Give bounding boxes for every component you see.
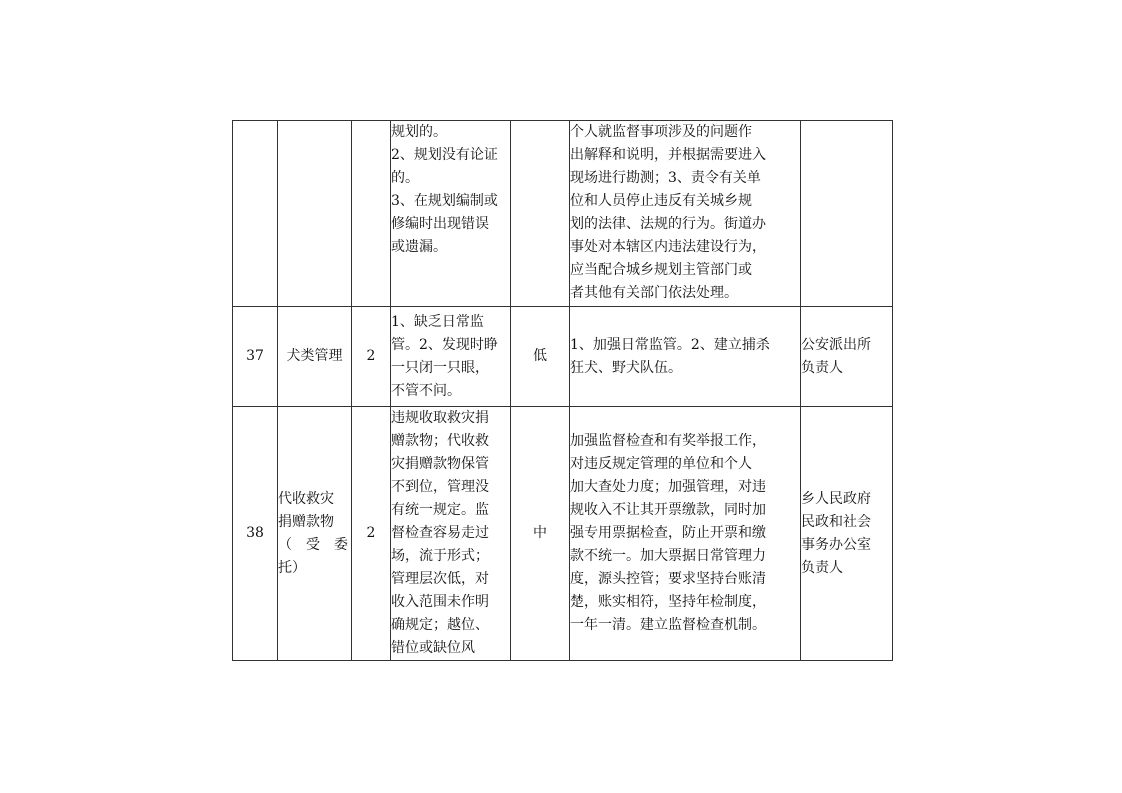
measures-line: 加大查处力度；加强管理，对违 bbox=[570, 479, 766, 495]
level-value: 2 bbox=[366, 525, 376, 541]
item-line: 托） bbox=[278, 559, 306, 576]
risk-line: 错位或缺位风 bbox=[391, 640, 475, 656]
responsible-line: 负责人 bbox=[801, 559, 843, 576]
measures-line: 个人就监督事项涉及的问题作 bbox=[570, 124, 752, 140]
responsible-line: 负责人 bbox=[801, 359, 843, 376]
measures-line: 事处对本辖区内违法建设行为， bbox=[570, 239, 766, 255]
risk-line: 3、在规划编制或 bbox=[391, 193, 498, 209]
item-cell bbox=[278, 121, 352, 307]
item-name bbox=[278, 488, 351, 580]
responsible-cell bbox=[801, 307, 893, 407]
row-number-cell bbox=[233, 407, 278, 661]
responsible-cell bbox=[801, 121, 893, 307]
risk-text bbox=[391, 311, 510, 403]
level-value: 2 bbox=[366, 348, 376, 364]
risk-text bbox=[391, 121, 510, 259]
measures-line: 款不统一。加大票据日常管理力 bbox=[570, 548, 766, 564]
risk-line: 修编时出现错误 bbox=[391, 216, 489, 232]
row-number: 38 bbox=[246, 525, 264, 541]
row-number: 37 bbox=[246, 348, 264, 364]
measures-line: 现场进行勘测；3、责令有关单 bbox=[570, 170, 761, 186]
responsible-line: 事务办公室 bbox=[801, 536, 871, 553]
table-row bbox=[233, 307, 893, 407]
measures-line: 加强监督检查和有奖举报工作， bbox=[570, 433, 766, 449]
table-row bbox=[233, 407, 893, 661]
measures-line: 位和人员停止违反有关城乡规 bbox=[570, 193, 752, 209]
grade-cell bbox=[511, 307, 570, 407]
risk-line: 规划的。 bbox=[391, 124, 447, 140]
grade-value: 低 bbox=[533, 348, 547, 364]
responsible-cell bbox=[801, 407, 893, 661]
grade-value: 中 bbox=[533, 525, 547, 541]
item-cell bbox=[278, 407, 352, 661]
risk-line: 场，流于形式； bbox=[391, 548, 489, 564]
responsible-text bbox=[801, 334, 892, 380]
risk-cell bbox=[391, 121, 511, 307]
risk-line: 一只闭一只眼， bbox=[391, 359, 489, 376]
risk-line: 管。2、发现时睁 bbox=[391, 336, 498, 353]
supervision-risk-table bbox=[232, 120, 893, 661]
measures-text bbox=[570, 121, 800, 305]
measures-line: 对违反规定管理的单位和个人 bbox=[570, 456, 752, 472]
measures-line: 1、加强日常监管。2、建立捕杀 bbox=[570, 336, 770, 353]
measures-cell bbox=[570, 307, 801, 407]
risk-cell bbox=[391, 407, 511, 661]
risk-line: 的。 bbox=[391, 170, 419, 186]
item-line: 捐赠款物 bbox=[278, 513, 334, 530]
row-number-cell bbox=[233, 307, 278, 407]
measures-line: 度，源头控管；要求坚持台账清 bbox=[570, 571, 766, 587]
measures-line: 划的法律、法规的行为。街道办 bbox=[570, 216, 766, 232]
responsible-line: 乡人民政府 bbox=[801, 490, 871, 507]
row-number-cell bbox=[233, 121, 278, 307]
item-name: 犬类管理 bbox=[286, 348, 343, 364]
measures-line: 强专用票据检查，防止开票和缴 bbox=[570, 525, 766, 541]
risk-line: 管理层次低，对 bbox=[391, 571, 489, 587]
risk-line: 不到位，管理没 bbox=[391, 479, 489, 495]
risk-line: 违规收取救灾捐 bbox=[391, 410, 489, 426]
item-line: 代收救灾 bbox=[278, 490, 334, 507]
measures-line: 一年一清。建立监督检查机制。 bbox=[570, 617, 766, 633]
level-cell bbox=[352, 307, 391, 407]
risk-line: 督检查容易走过 bbox=[391, 525, 489, 541]
table-row bbox=[233, 121, 893, 307]
measures-line: 狂犬、野犬队伍。 bbox=[570, 359, 682, 376]
risk-line: 不管不问。 bbox=[391, 382, 461, 399]
risk-line: 确规定；越位、 bbox=[391, 617, 489, 633]
measures-cell bbox=[570, 407, 801, 661]
responsible-text bbox=[801, 488, 892, 580]
risk-line: 有统一规定。监 bbox=[391, 502, 489, 518]
risk-cell bbox=[391, 307, 511, 407]
measures-line: 应当配合城乡规划主管部门或 bbox=[570, 262, 752, 278]
measures-cell bbox=[570, 121, 801, 307]
level-cell bbox=[352, 407, 391, 661]
measures-line: 规收入不让其开票缴款，同时加 bbox=[570, 502, 766, 518]
grade-cell bbox=[511, 121, 570, 307]
level-cell bbox=[352, 121, 391, 307]
risk-text bbox=[391, 407, 510, 660]
measures-line: 者其他有关部门依法处理。 bbox=[570, 285, 738, 301]
risk-line: 灾捐赠款物保管 bbox=[391, 456, 489, 472]
measures-line: 楚，账实相符，坚持年检制度， bbox=[570, 594, 766, 610]
measures-text bbox=[570, 334, 800, 380]
risk-line: 2、规划没有论证 bbox=[391, 147, 498, 163]
grade-cell bbox=[511, 407, 570, 661]
measures-text bbox=[570, 430, 800, 637]
risk-line: 收入范围未作明 bbox=[391, 594, 489, 610]
responsible-line: 民政和社会 bbox=[801, 513, 871, 530]
item-cell bbox=[278, 307, 352, 407]
risk-line: 赠款物；代收救 bbox=[391, 433, 489, 449]
measures-line: 出解释和说明，并根据需要进入 bbox=[570, 147, 766, 163]
risk-line: 或遗漏。 bbox=[391, 239, 447, 255]
responsible-line: 公安派出所 bbox=[801, 336, 871, 353]
risk-line: 1、缺乏日常监 bbox=[391, 313, 484, 330]
item-line: （ 受 委 bbox=[278, 536, 348, 553]
